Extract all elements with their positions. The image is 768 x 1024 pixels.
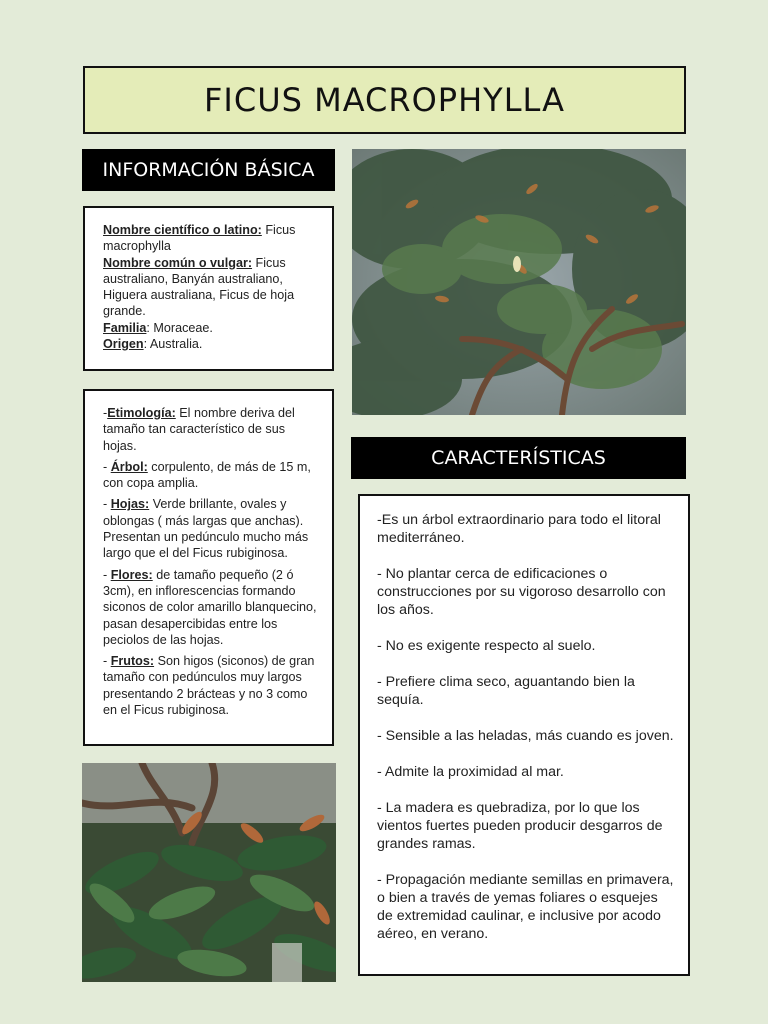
characteristics-panel [358,494,690,976]
common-name-value: Ficus australiano, Banyán australiano, Higuera australiana, Ficus de hoja grande. [103,255,295,319]
characteristic-item: - No plantar cerca de edificaciones o construcciones por su vigoroso desarrollo con los años. [377,566,666,618]
etymology-text: El nombre deriva del tamaño tan característico de sus hojas. [103,406,295,453]
page-title: FICUS MACROPHYLLA [204,81,565,119]
origin-value: : Australia. [143,337,203,352]
family-row [103,320,318,336]
characteristic-item: - Prefiere clima seco, aguantando bien la sequía. [377,674,635,708]
flowers-item [103,567,318,648]
flowers-label: Flores: [110,567,153,582]
characteristic-item: -Es un árbol extraordinario para todo el litoral mediterráneo. [377,512,661,546]
tree-label: Árbol: [110,459,148,474]
fruits-text: Son higos (siconos) de gran tamaño con pedúnculos muy largos presentando 2 brácteas y no 3 como en el Ficus rubiginosa. [103,654,315,718]
characteristic-item: - Propagación mediante semillas en primavera, o bien a través de yemas foliares o esquejes de extremidad caulinar, e inclusive por acodo aéreo, en verano. [377,872,674,942]
scientific-name-label: Nombre científico o latino: [103,223,262,237]
characteristic-item: - La madera es quebradiza, por lo que los vientos fuertes pueden producir desgarros de grandes ramas. [377,800,663,852]
description-panel [83,389,334,746]
item-prefix: - [103,406,108,420]
fruits-item [103,653,318,718]
flowers-text: de tamaño pequeño (2 ó 3cm), en inflorescencias formando siconos de color amarillo blanquecino, pasan desapercibidas entre los peciolos de las hojas. [103,567,317,647]
etymology-item [103,405,318,454]
characteristic-item: - Sensible a las heladas, más cuando es joven. [377,728,674,744]
common-name-label: Nombre común o vulgar: [103,255,253,270]
title-box [83,66,686,134]
leaves-label: Hojas: [110,497,150,512]
basic-info-panel [83,206,334,371]
common-name-row [103,255,318,320]
item-prefix: - [103,459,111,474]
item-prefix: - [103,654,111,669]
scientific-name-row [103,222,318,255]
item-prefix: - [103,567,111,582]
family-label: Familia [103,320,147,335]
leaves-text: Verde brillante, ovales y oblongas ( más largas que anchas). Presentan un pedúnculo mucho más largo que el del Ficus rubiginosa. [103,497,309,561]
characteristics-heading: CARACTERÍSTICAS [351,437,686,479]
tree-item [103,459,318,492]
tree-canopy-photo [352,149,686,415]
characteristic-item: - No es exigente respecto al suelo. [377,638,596,654]
family-value: : Moraceae. [146,320,213,335]
fruits-label: Frutos: [110,654,155,669]
item-prefix: - [103,497,111,512]
scientific-name-value: Ficus macrophylla [103,223,296,254]
leaves-closeup-photo [82,763,336,982]
origin-label: Origen [103,337,144,352]
origin-row [103,336,318,352]
etymology-label: Etimología: [107,406,176,420]
leaves-item [103,496,318,561]
characteristic-item: - Admite la proximidad al mar. [377,764,564,780]
basic-info-heading: INFORMACIÓN BÁSICA [82,149,335,191]
tree-text: corpulento, de más de 15 m, con copa amplia. [103,459,311,491]
